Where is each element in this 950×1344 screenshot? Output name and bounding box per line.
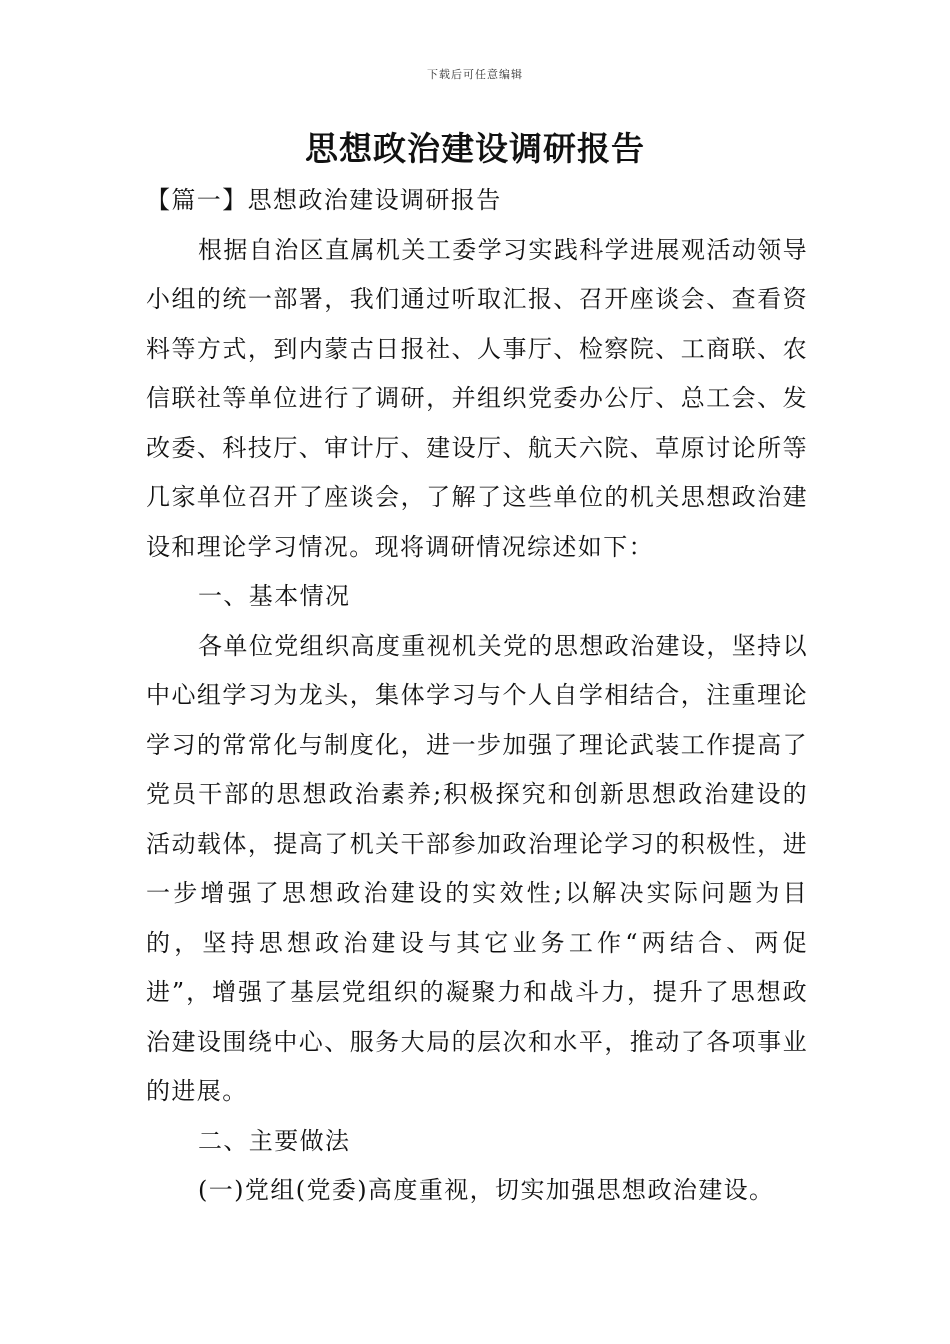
document-title: 思想政治建设调研报告: [305, 129, 645, 168]
header-note: 下载后可任意编辑: [427, 68, 523, 81]
document-body: [146, 176, 808, 1216]
paragraph-basic-situation: 各单位党组织高度重视机关党的思想政治建设，坚持以中心组学习为龙头，集体学习与个人自学相结合，注重理论学习的常常化与制度化，进一步加强了理论武装工作提高了党员干部的思想政治素养;积极探究和创新思想政治建设的活动载体，提高了机关干部参加政治理论学习的积极性，进一步增强了思想政治建设的实效性;以解决实际问题为目的，坚持思想政治建设与其它业务工作“两结合、两促进”，增强了基层党组织的凝聚力和战斗力，提升了思想政治建设围绕中心、服务大局的层次和水平，推动了各项事业的进展。: [146, 631, 808, 1105]
heading-basic-situation: 一、基本情况: [198, 582, 351, 610]
heading-main-practices: 二、主要做法: [198, 1126, 351, 1155]
paragraph-subheading-one: (一)党组(党委)高度重视，切实加强思想政治建设。: [198, 1176, 775, 1204]
section-label: 【篇一】思想政治建设调研报告: [146, 186, 502, 214]
paragraph-intro: 根据自治区直属机关工委学习实践科学进展观活动领导小组的统一部署，我们通过听取汇报、召开座谈会、查看资料等方式，到内蒙古日报社、人事厅、检察院、工商联、农信联社等单位进行了调研，并组织党委办公厅、总工会、发改委、科技厅、审计厅、建设厅、航天六院、草原讨论所等几家单位召开了座谈会，了解了这些单位的机关思想政治建设和理论学习情况。现将调研情况综述如下：: [146, 235, 808, 561]
